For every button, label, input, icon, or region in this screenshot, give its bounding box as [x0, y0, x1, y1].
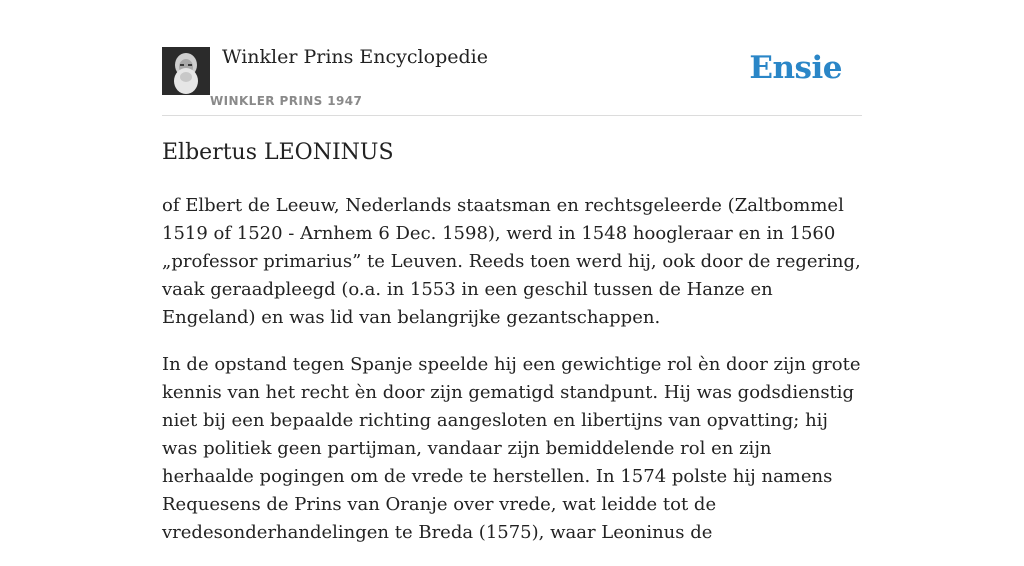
author-portrait-avatar[interactable]: [162, 47, 210, 95]
article-paragraph: In de opstand tegen Spanje speelde hij een gewichtige rol èn door zijn grote kennis van het recht èn door zijn gematigd standpunt. Hij was godsdienstig niet bij een bepaalde richting aangesloten en libertijns van opvatting; hij was politiek geen partijman, vandaar zijn bemiddelende rol en zijn herhaalde pogingen om de vrede te herstellen. In 1574 polste hij namens Requesens de Prins van Oranje over vrede, wat leidde tot de vredesonderhandelingen te Breda (1575), waar Leoninus de: [162, 354, 861, 543]
source-header: [162, 44, 862, 116]
portrait-icon: [162, 47, 210, 95]
article-paragraph: of Elbert de Leeuw, Nederlands staatsman en rechtsgeleerde (Zaltbommel 1519 of 1520 - Arnhem 6 Dec. 1598), werd in 1548 hoogleraar en in 1560 „professor primarius” te Leuven. Reeds toen werd hij, ook door de regering, vaak geraadpleegd (o.a. in 1553 in een geschil tussen de Hanze en Engeland) en was lid van belangrijke gezantschappen.: [162, 195, 861, 328]
article-title: Elbertus LEONINUS: [162, 140, 394, 165]
source-name[interactable]: Winkler Prins Encyclopedie: [222, 46, 488, 68]
article-body: [162, 192, 864, 566]
source-edition[interactable]: WINKLER PRINS 1947: [210, 94, 363, 108]
ensie-logo[interactable]: Ensie: [749, 50, 842, 86]
